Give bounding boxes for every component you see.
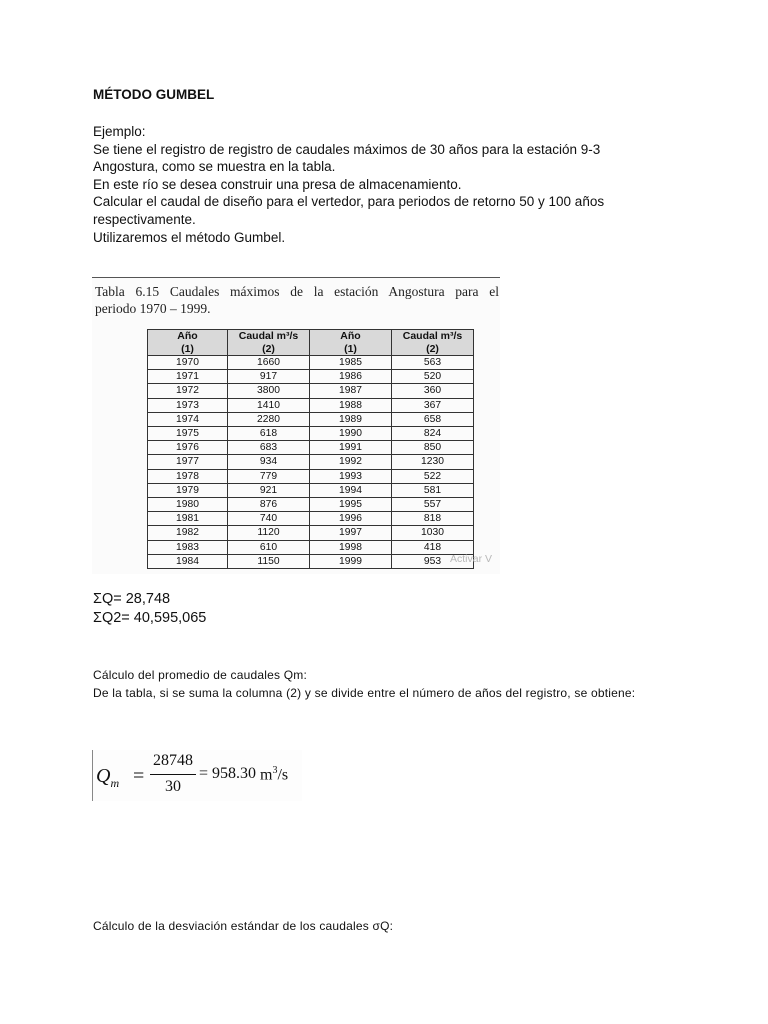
mean-section-body: De la tabla, si se suma la columna (2) y se divide entre el número de años del registro, se obtiene: — [93, 686, 636, 700]
table-row — [148, 356, 474, 370]
table-row — [148, 427, 474, 441]
cell-flow: 581 — [392, 483, 474, 497]
cell-flow: 953 — [392, 554, 474, 568]
cell-flow: 1660 — [228, 356, 310, 370]
cell-year: 1985 — [310, 356, 392, 370]
document-title: MÉTODO GUMBEL — [93, 87, 215, 102]
table-row — [148, 412, 474, 426]
cell-year: 1980 — [148, 498, 228, 512]
sum-q: ΣQ= 28,748 — [93, 591, 171, 607]
table-figure — [92, 277, 500, 574]
flow-data-table — [147, 329, 474, 569]
cell-year: 1988 — [310, 398, 392, 412]
cell-flow: 1030 — [392, 526, 474, 540]
sums-block — [93, 590, 206, 627]
intro-paragraph — [93, 123, 683, 246]
figure-top-rule — [92, 277, 500, 278]
formula-unit: $m^3/s$ — [260, 765, 289, 784]
cell-flow: 683 — [228, 441, 310, 455]
cell-year: 1982 — [148, 526, 228, 540]
table-row — [148, 441, 474, 455]
mean-section-title: Cálculo del promedio de caudales Qm: — [93, 668, 307, 682]
cell-flow: 917 — [228, 370, 310, 384]
formula-denominator: 30 — [165, 778, 181, 795]
mean-formula — [92, 750, 302, 801]
cell-year: 1978 — [148, 469, 228, 483]
sum-q2: ΣQ2= 40,595,065 — [93, 609, 207, 626]
formula-left-edge — [92, 750, 93, 801]
cell-flow: 1150 — [228, 554, 310, 568]
cell-flow: 618 — [228, 427, 310, 441]
std-dev-section-title: Cálculo de la desviación estándar de los caudales σQ: — [93, 919, 394, 933]
formula-result: = 958.30 — [199, 765, 257, 782]
cell-year: 1991 — [310, 441, 392, 455]
intro-line: Calcular el caudal de diseño para el vertedor, para periodos de retorno 50 y 100 años — [93, 194, 605, 210]
cell-year: 1975 — [148, 427, 228, 441]
table-row — [148, 469, 474, 483]
header-flow-2: Caudal m³/s (2) — [392, 330, 474, 356]
cell-flow: 3800 — [228, 384, 310, 398]
cell-flow: 824 — [392, 427, 474, 441]
cell-flow: 934 — [228, 455, 310, 469]
cell-flow: 921 — [228, 483, 310, 497]
intro-line: Utilizaremos el método Gumbel. — [93, 229, 286, 245]
cell-year: 1974 — [148, 412, 228, 426]
cell-year: 1987 — [310, 384, 392, 398]
cell-flow: 2280 — [228, 412, 310, 426]
intro-line: Angostura, como se muestra en la tabla. — [93, 159, 336, 175]
cell-flow: 360 — [392, 384, 474, 398]
table-row — [148, 540, 474, 554]
cell-flow: 557 — [392, 498, 474, 512]
table-header-row — [148, 330, 474, 356]
cell-year: 1981 — [148, 512, 228, 526]
table-row — [148, 370, 474, 384]
intro-line: Se tiene el registro de registro de caudales máximos de 30 años para la estación 9-3 — [93, 141, 601, 157]
cell-flow: 1410 — [228, 398, 310, 412]
formula-lhs: $Q_m$ — [96, 765, 120, 790]
header-flow-1: Caudal m³/s (2) — [228, 330, 310, 356]
intro-line: respectivamente. — [93, 211, 196, 227]
cell-year: 1997 — [310, 526, 392, 540]
cell-flow: 1230 — [392, 455, 474, 469]
cell-year: 1996 — [310, 512, 392, 526]
cell-year: 1983 — [148, 540, 228, 554]
cell-flow: 1120 — [228, 526, 310, 540]
cell-year: 1999 — [310, 554, 392, 568]
caption-line-1: Tabla 6.15 Caudales máximos de la estación Angostura para el — [95, 284, 499, 299]
table-row — [148, 554, 474, 568]
cell-year: 1971 — [148, 370, 228, 384]
cell-year: 1994 — [310, 483, 392, 497]
formula-numerator: 28748 — [153, 752, 193, 769]
cell-year: 1998 — [310, 540, 392, 554]
cell-flow: 658 — [392, 412, 474, 426]
caption-line-2: periodo 1970 – 1999. — [95, 301, 211, 316]
intro-line: Ejemplo: — [93, 124, 146, 139]
cell-year: 1970 — [148, 356, 228, 370]
cell-flow: 563 — [392, 356, 474, 370]
cell-flow: 850 — [392, 441, 474, 455]
cell-flow: 818 — [392, 512, 474, 526]
cell-year: 1984 — [148, 554, 228, 568]
cell-year: 1995 — [310, 498, 392, 512]
cell-year: 1976 — [148, 441, 228, 455]
cell-year: 1979 — [148, 483, 228, 497]
cell-year: 1990 — [310, 427, 392, 441]
cell-year: 1993 — [310, 469, 392, 483]
cell-flow: 779 — [228, 469, 310, 483]
cell-year: 1972 — [148, 384, 228, 398]
cell-year: 1992 — [310, 455, 392, 469]
intro-line: En este río se desea construir una presa de almacenamiento. — [93, 176, 462, 192]
activation-watermark: Activar V — [450, 553, 493, 565]
table-row — [148, 398, 474, 412]
header-year-1: Año (1) — [148, 330, 228, 356]
table-body — [148, 356, 474, 569]
table-row — [148, 483, 474, 497]
table-row — [148, 526, 474, 540]
table-row — [148, 512, 474, 526]
cell-year: 1986 — [310, 370, 392, 384]
cell-flow: 520 — [392, 370, 474, 384]
cell-flow: 522 — [392, 469, 474, 483]
formula-equals: = — [133, 765, 145, 787]
cell-flow: 367 — [392, 398, 474, 412]
cell-flow: 418 — [392, 540, 474, 554]
cell-flow: 876 — [228, 498, 310, 512]
table-row — [148, 455, 474, 469]
table-row — [148, 498, 474, 512]
table-row — [148, 384, 474, 398]
cell-year: 1973 — [148, 398, 228, 412]
table-caption — [95, 283, 499, 317]
fraction-bar — [150, 774, 196, 775]
cell-year: 1989 — [310, 412, 392, 426]
cell-flow: 740 — [228, 512, 310, 526]
header-year-2: Año (1) — [310, 330, 392, 356]
cell-year: 1977 — [148, 455, 228, 469]
cell-flow: 610 — [228, 540, 310, 554]
